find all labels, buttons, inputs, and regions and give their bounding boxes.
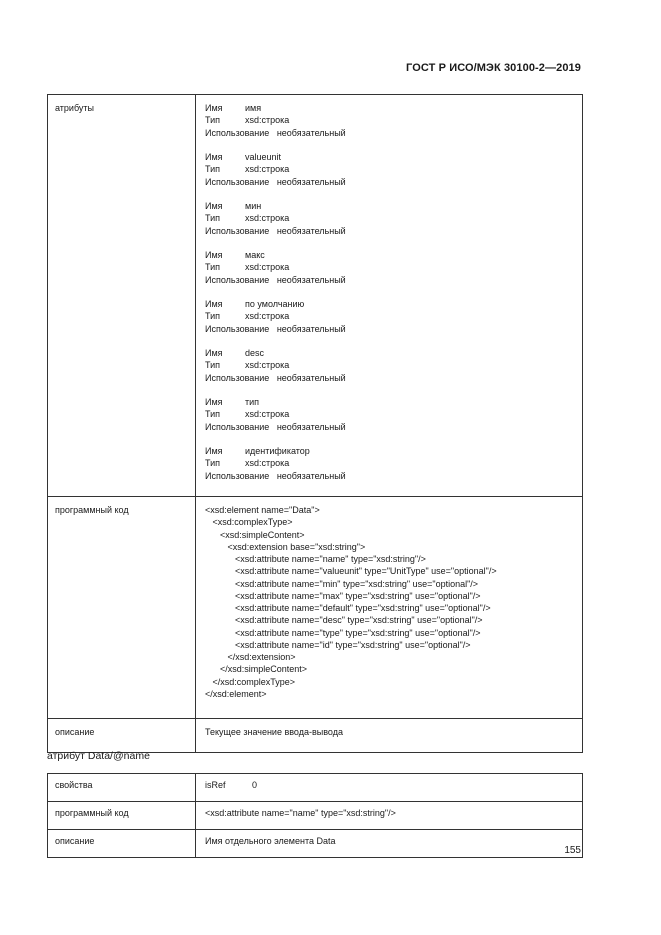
attribute-value: необязательный: [276, 225, 346, 236]
attribute-line: [205, 445, 574, 457]
code-line: </xsd:element>: [205, 688, 267, 699]
section-title: атрибут Data/@name: [47, 750, 150, 762]
attribute-line: [205, 212, 574, 224]
attribute-line: [205, 421, 574, 433]
code-line: <xsd:attribute name="type" type="xsd:string" use="optional"/>: [205, 627, 481, 638]
attribute-line: [205, 372, 574, 384]
code-label: программный код: [48, 497, 196, 719]
attribute-key: Тип: [205, 164, 221, 175]
attribute-value: необязательный: [276, 372, 346, 383]
description-label: описание: [48, 830, 196, 858]
attribute-line: [205, 102, 574, 114]
code-line: </xsd:complexType>: [205, 676, 296, 687]
code-value: <xsd:attribute name="name" type="xsd:string"/>: [196, 802, 583, 830]
attribute-value: идентификатор: [245, 446, 310, 456]
code-line: <xsd:attribute name="min" type="xsd:string" use="optional"/>: [205, 578, 479, 589]
attribute-value: необязательный: [276, 176, 346, 187]
attribute-key: Использование: [205, 225, 270, 236]
attribute-group: [205, 249, 574, 286]
table-row-properties: [48, 774, 583, 802]
attribute-line: [205, 176, 574, 188]
attribute-value: по умолчанию: [245, 299, 305, 309]
attribute-group: [205, 298, 574, 335]
attribute-group: [205, 396, 574, 433]
attribute-key: Использование: [205, 470, 270, 481]
attribute-key: Имя: [205, 299, 223, 309]
code-line: <xsd:attribute name="default" type="xsd:string" use="optional"/>: [205, 603, 491, 613]
attribute-key: Тип: [205, 409, 221, 420]
properties-cell: [196, 774, 583, 802]
attributes-cell: [196, 95, 583, 497]
attribute-line: [205, 298, 574, 310]
attribute-key: Имя: [205, 201, 223, 211]
attribute-line: [205, 323, 574, 335]
attribute-key: Имя: [205, 152, 223, 162]
attribute-line: [205, 470, 574, 482]
attribute-value: xsd:строка: [245, 409, 290, 420]
attribute-line: [205, 127, 574, 139]
table-row-description: [48, 719, 583, 753]
attribute-value: xsd:строка: [245, 311, 290, 322]
attribute-key: Использование: [205, 323, 270, 334]
attribute-value: необязательный: [276, 323, 346, 334]
element-definition-table: [47, 94, 583, 753]
code-line: <xsd:attribute name="valueunit" type="UnitType" use="optional"/>: [205, 566, 497, 577]
attribute-value: xsd:строка: [245, 458, 290, 469]
attribute-value: xsd:строка: [245, 213, 290, 224]
attribute-value: xsd:строка: [245, 115, 290, 126]
attribute-key: Имя: [205, 103, 223, 113]
attribute-key: Использование: [205, 127, 270, 138]
attribute-value: необязательный: [276, 470, 346, 481]
attribute-key: Использование: [205, 274, 270, 285]
attribute-value: необязательный: [276, 127, 346, 138]
code-line: <xsd:attribute name="id" type="xsd:string" use="optional"/>: [205, 639, 471, 650]
attribute-line: [205, 457, 574, 469]
attribute-value: необязательный: [276, 421, 346, 432]
attribute-line: [205, 274, 574, 286]
attribute-definition-table: [47, 773, 583, 858]
attribute-value: valueunit: [245, 152, 282, 162]
attribute-value: тип: [245, 397, 260, 407]
attribute-key: Тип: [205, 262, 221, 273]
attribute-line: [205, 396, 574, 408]
attribute-value: макс: [245, 250, 265, 260]
properties-label: свойства: [48, 774, 196, 802]
attribute-line: [205, 114, 574, 126]
attribute-value: мин: [245, 201, 262, 211]
attribute-line: [205, 261, 574, 273]
code-line: <xsd:attribute name="name" type="xsd:string"/>: [205, 554, 426, 564]
attribute-line: [205, 163, 574, 175]
code-line: <xsd:attribute name="max" type="xsd:string" use="optional"/>: [205, 590, 481, 601]
attribute-value: xsd:строка: [245, 164, 290, 175]
attribute-group: [205, 445, 574, 482]
table-row-code: [48, 497, 583, 719]
code-line: <xsd:extension base="xsd:string">: [205, 541, 366, 552]
attribute-value: необязательный: [276, 274, 346, 285]
attribute-group: [205, 347, 574, 384]
table-row-description: [48, 830, 583, 858]
attribute-line: [205, 408, 574, 420]
attribute-key: Тип: [205, 458, 221, 469]
attribute-value: xsd:строка: [245, 360, 290, 371]
attribute-key: Имя: [205, 348, 223, 358]
attribute-key: Тип: [205, 213, 221, 224]
attribute-group: [205, 151, 574, 188]
attribute-key: Тип: [205, 360, 221, 371]
attribute-key: Использование: [205, 176, 270, 187]
table-row-code: [48, 802, 583, 830]
attribute-key: Использование: [205, 421, 270, 432]
attribute-line: [205, 200, 574, 212]
attribute-key: Тип: [205, 115, 221, 126]
attribute-line: [205, 310, 574, 322]
code-label: программный код: [48, 802, 196, 830]
attribute-group: [205, 200, 574, 237]
code-line: <xsd:complexType>: [205, 517, 293, 528]
attribute-line: [205, 249, 574, 261]
attribute-key: Имя: [205, 446, 223, 456]
code-line: <xsd:attribute name="desc" type="xsd:string" use="optional"/>: [205, 615, 483, 626]
code-line: </xsd:simpleContent>: [205, 664, 308, 675]
table-row-attributes: [48, 95, 583, 497]
attribute-key: Имя: [205, 250, 223, 260]
attribute-line: [205, 151, 574, 163]
attribute-line: [205, 225, 574, 237]
properties-value: 0: [252, 780, 258, 790]
page-number: 155: [564, 845, 581, 856]
attributes-label: атрибуты: [48, 95, 196, 497]
code-line: <xsd:element name="Data">: [205, 505, 320, 515]
properties-key: isRef: [205, 780, 226, 790]
attribute-key: Использование: [205, 372, 270, 383]
code-line: <xsd:simpleContent>: [205, 529, 305, 540]
attribute-key: Имя: [205, 397, 223, 407]
attribute-value: xsd:строка: [245, 262, 290, 273]
attribute-value: имя: [245, 103, 262, 113]
attribute-group: [205, 102, 574, 139]
code-line: </xsd:extension>: [205, 652, 296, 662]
description-value: Текущее значение ввода-вывода: [196, 719, 583, 753]
attribute-key: Тип: [205, 311, 221, 322]
attribute-line: [205, 359, 574, 371]
description-label: описание: [48, 719, 196, 753]
attribute-line: [205, 347, 574, 359]
description-value: Имя отдельного элемента Data: [196, 830, 583, 858]
attribute-value: desc: [245, 348, 265, 358]
code-cell: [196, 497, 583, 719]
document-header: ГОСТ Р ИСО/МЭК 30100-2—2019: [406, 62, 581, 74]
